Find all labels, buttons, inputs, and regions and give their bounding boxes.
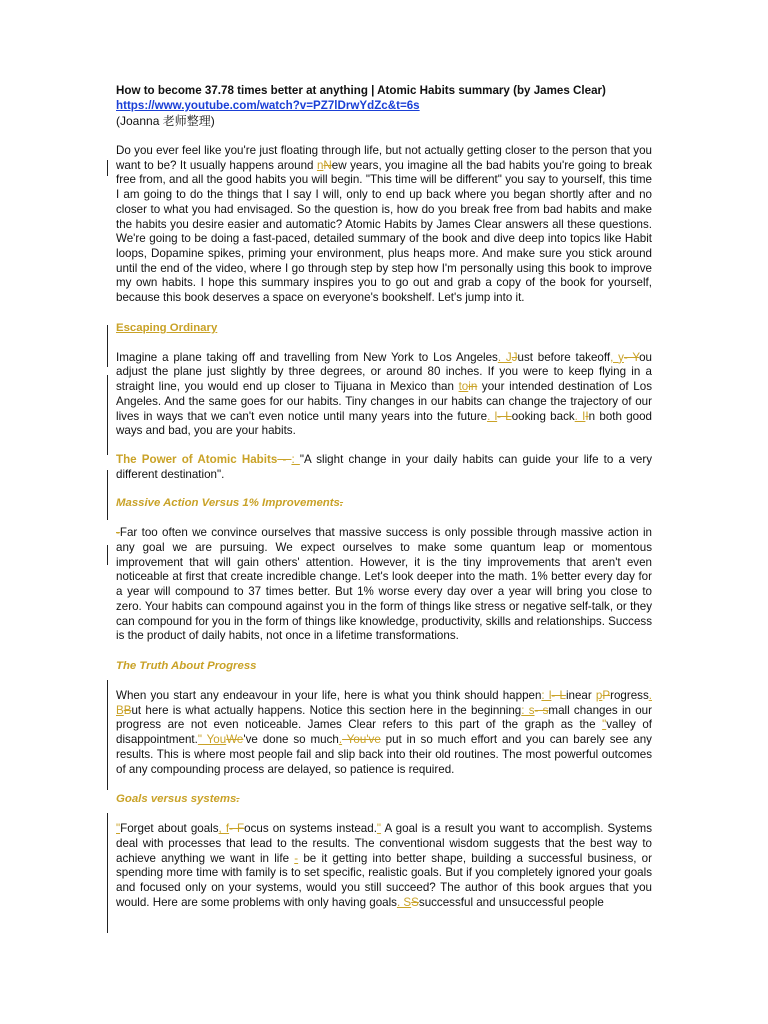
tracked-insertion: . B [116, 688, 653, 717]
tracked-insertion: , y [610, 350, 624, 364]
tracked-deletion: J [511, 350, 518, 364]
tracked-insertion: . l [487, 409, 498, 423]
escaping-ordinary-paragraph: Imagine a plane taking off and travelling from New York to Los Angeles. JJust before takeoff, y- You adjust the plane just slightly by three degrees, or around 80 inches. If you were to keep flying in a straight line, you would end up closer to Tijuana in Mexico than toin your intended destination of Los Angeles. And the same goes for our habits. Tiny changes in our habits can change the trajectory of our lives in ways that we can't even notice until many years into the future. l- Looking back. IIn both good ways and bad, you are your habits. [116, 350, 653, 438]
tracked-insertion: , f [218, 822, 230, 836]
document-title: How to become 37.78 times better at anything | Atomic Habits summary (by James Clear) [116, 84, 606, 97]
tracked-deletion: You've [342, 733, 381, 747]
tracked-insertion: " [376, 822, 382, 836]
tracked-deletion: We [226, 733, 244, 747]
tracked-insertion: : [291, 452, 300, 466]
change-bar [107, 375, 108, 455]
power-of-atomic-habits-paragraph: The Power of Atomic Habits - : "A slight change in your daily habits can guide your life to a very different destination". [116, 452, 653, 481]
massive-action-paragraph: -Far too often we convince ourselves that massive success is only possible through massive action in any goal we are pursuing. We expect ourselves to make some quantum leap or momentous improvement that will gain others' attention. However, it is the tiny improvements that aren't even noticeable at first that create incredible change. Let's look deeper into the math. 1% better every day for a year will compound to 37 times better. But 1% worse every day over a year will bring you close to zero. Your habits can compound against you in the form of things like stress or negative self-talk, or they can compound for you in the form of things like knowledge, productivity, skills and relationships. Success is the product of daily habits, not once in a lifetime transformations. [116, 526, 652, 643]
tracked-insertion: . J [497, 350, 512, 364]
tracked-insertion: - [294, 851, 299, 865]
heading-truth-about-progress: The Truth About Progress [116, 659, 257, 672]
tracked-insertion: . S [396, 895, 412, 909]
tracked-deletion: - s [534, 703, 549, 717]
video-link[interactable]: https://www.youtube.com/watch?v=PZ7lDrwYdZc&t=6s [116, 99, 420, 112]
tracked-insertion: n [316, 158, 324, 172]
tracked-insertion: : s [521, 703, 535, 717]
tracked-deletion: - [277, 452, 292, 466]
author-note: (Joanna 老师整理) [116, 114, 215, 128]
truth-about-progress-paragraph: When you start any endeavour in your life, here is what you think should happen: l- Linear pProgress. BBut here is what actually happens. Notice this section here in the beginning: s- small changes in our progress are not even noticeable. James Clear refers to this part of the graph as the "valley of disappointment." YouWe've done so much. You've put in so much effort and you can barely see any results. This is where most people fail and slip back into their old routines. The most powerful outcomes of any compounding process are delayed, so patience is required. [116, 688, 653, 776]
change-bar [107, 325, 108, 367]
change-bar [107, 545, 108, 565]
tracked-deletion: - L [497, 409, 512, 423]
tracked-insertion: " [116, 822, 121, 836]
tracked-deletion: S [411, 895, 419, 909]
tracked-deletion: in [468, 380, 478, 394]
heading-goals-versus-systems: Goals versus systems. [116, 793, 240, 806]
goals-versus-systems-paragraph: "Forget about goals, f- Focus on systems instead." A goal is a result you want to accomplish. Systems deal with processes that lead to the results. The conventional wisdom suggests that the best way to achieve anything we want in life - be it getting into better shape, building a successful business, or spending more time with family is to set specific, realistic goals. But if you completely ignored your goals and focused only on your systems, would you still succeed? The author of this book argues that you would. Here are some problems with only having goals. SSsuccessful and unsuccessful people [116, 822, 653, 909]
change-bar [107, 470, 108, 520]
change-bar [107, 160, 108, 176]
change-bar [107, 680, 108, 790]
tracked-deletion: - Y [623, 350, 640, 364]
tracked-insertion: to [458, 380, 469, 394]
tracked-deletion: N [323, 158, 332, 172]
tracked-insertion: . [338, 733, 343, 747]
heading-power-of-atomic-habits: The Power of Atomic Habits [116, 452, 278, 466]
document-page [116, 84, 652, 910]
tracked-insertion: . I [574, 409, 586, 423]
heading-massive-action: Massive Action Versus 1% Improvements. [116, 497, 344, 510]
tracked-deletion: B [123, 703, 132, 717]
tracked-insertion: " [602, 718, 607, 732]
tracked-deletion: P [602, 688, 611, 702]
intro-paragraph: Do you ever feel like you're just floating through life, but not actually getting closer to the person that you want to be? It usually happens around nNew years, you imagine all the bad habits you're going to break free from, and all the good habits you will begin. "This time will be different" you say to yourself, this time I am going to do the things that I say I will, only to end up back where you began shortly after and no closer to what you had envisaged. So the question is, how do you break free from bad habits and make the habits you desire easier and automatic? Atomic Habits by James Clear answers all these questions. We're going to be doing a fast-paced, detailed summary of the book and dive deep into topics like Habit loops, Dopamine spikes, priming your environment, plus heaps more. And make sure you stick around until the end of the video, where I go through step by step how I'm personally using this book to improve my own habits. I hope this summary inspires you to go out and grab a copy of the book for yourself, because this book deserves a space on everyone's bookshelf. Let's jump into it. [116, 144, 652, 305]
tracked-insertion: : l [541, 688, 552, 702]
tracked-insertion: p [595, 688, 603, 702]
tracked-deletion: I [585, 409, 589, 423]
tracked-deletion: - [116, 526, 120, 540]
change-bar [107, 813, 108, 933]
tracked-deletion: - F [229, 822, 245, 836]
tracked-deletion: - L [551, 688, 566, 702]
heading-escaping-ordinary: Escaping Ordinary [116, 321, 218, 334]
tracked-insertion: " You [197, 733, 227, 747]
